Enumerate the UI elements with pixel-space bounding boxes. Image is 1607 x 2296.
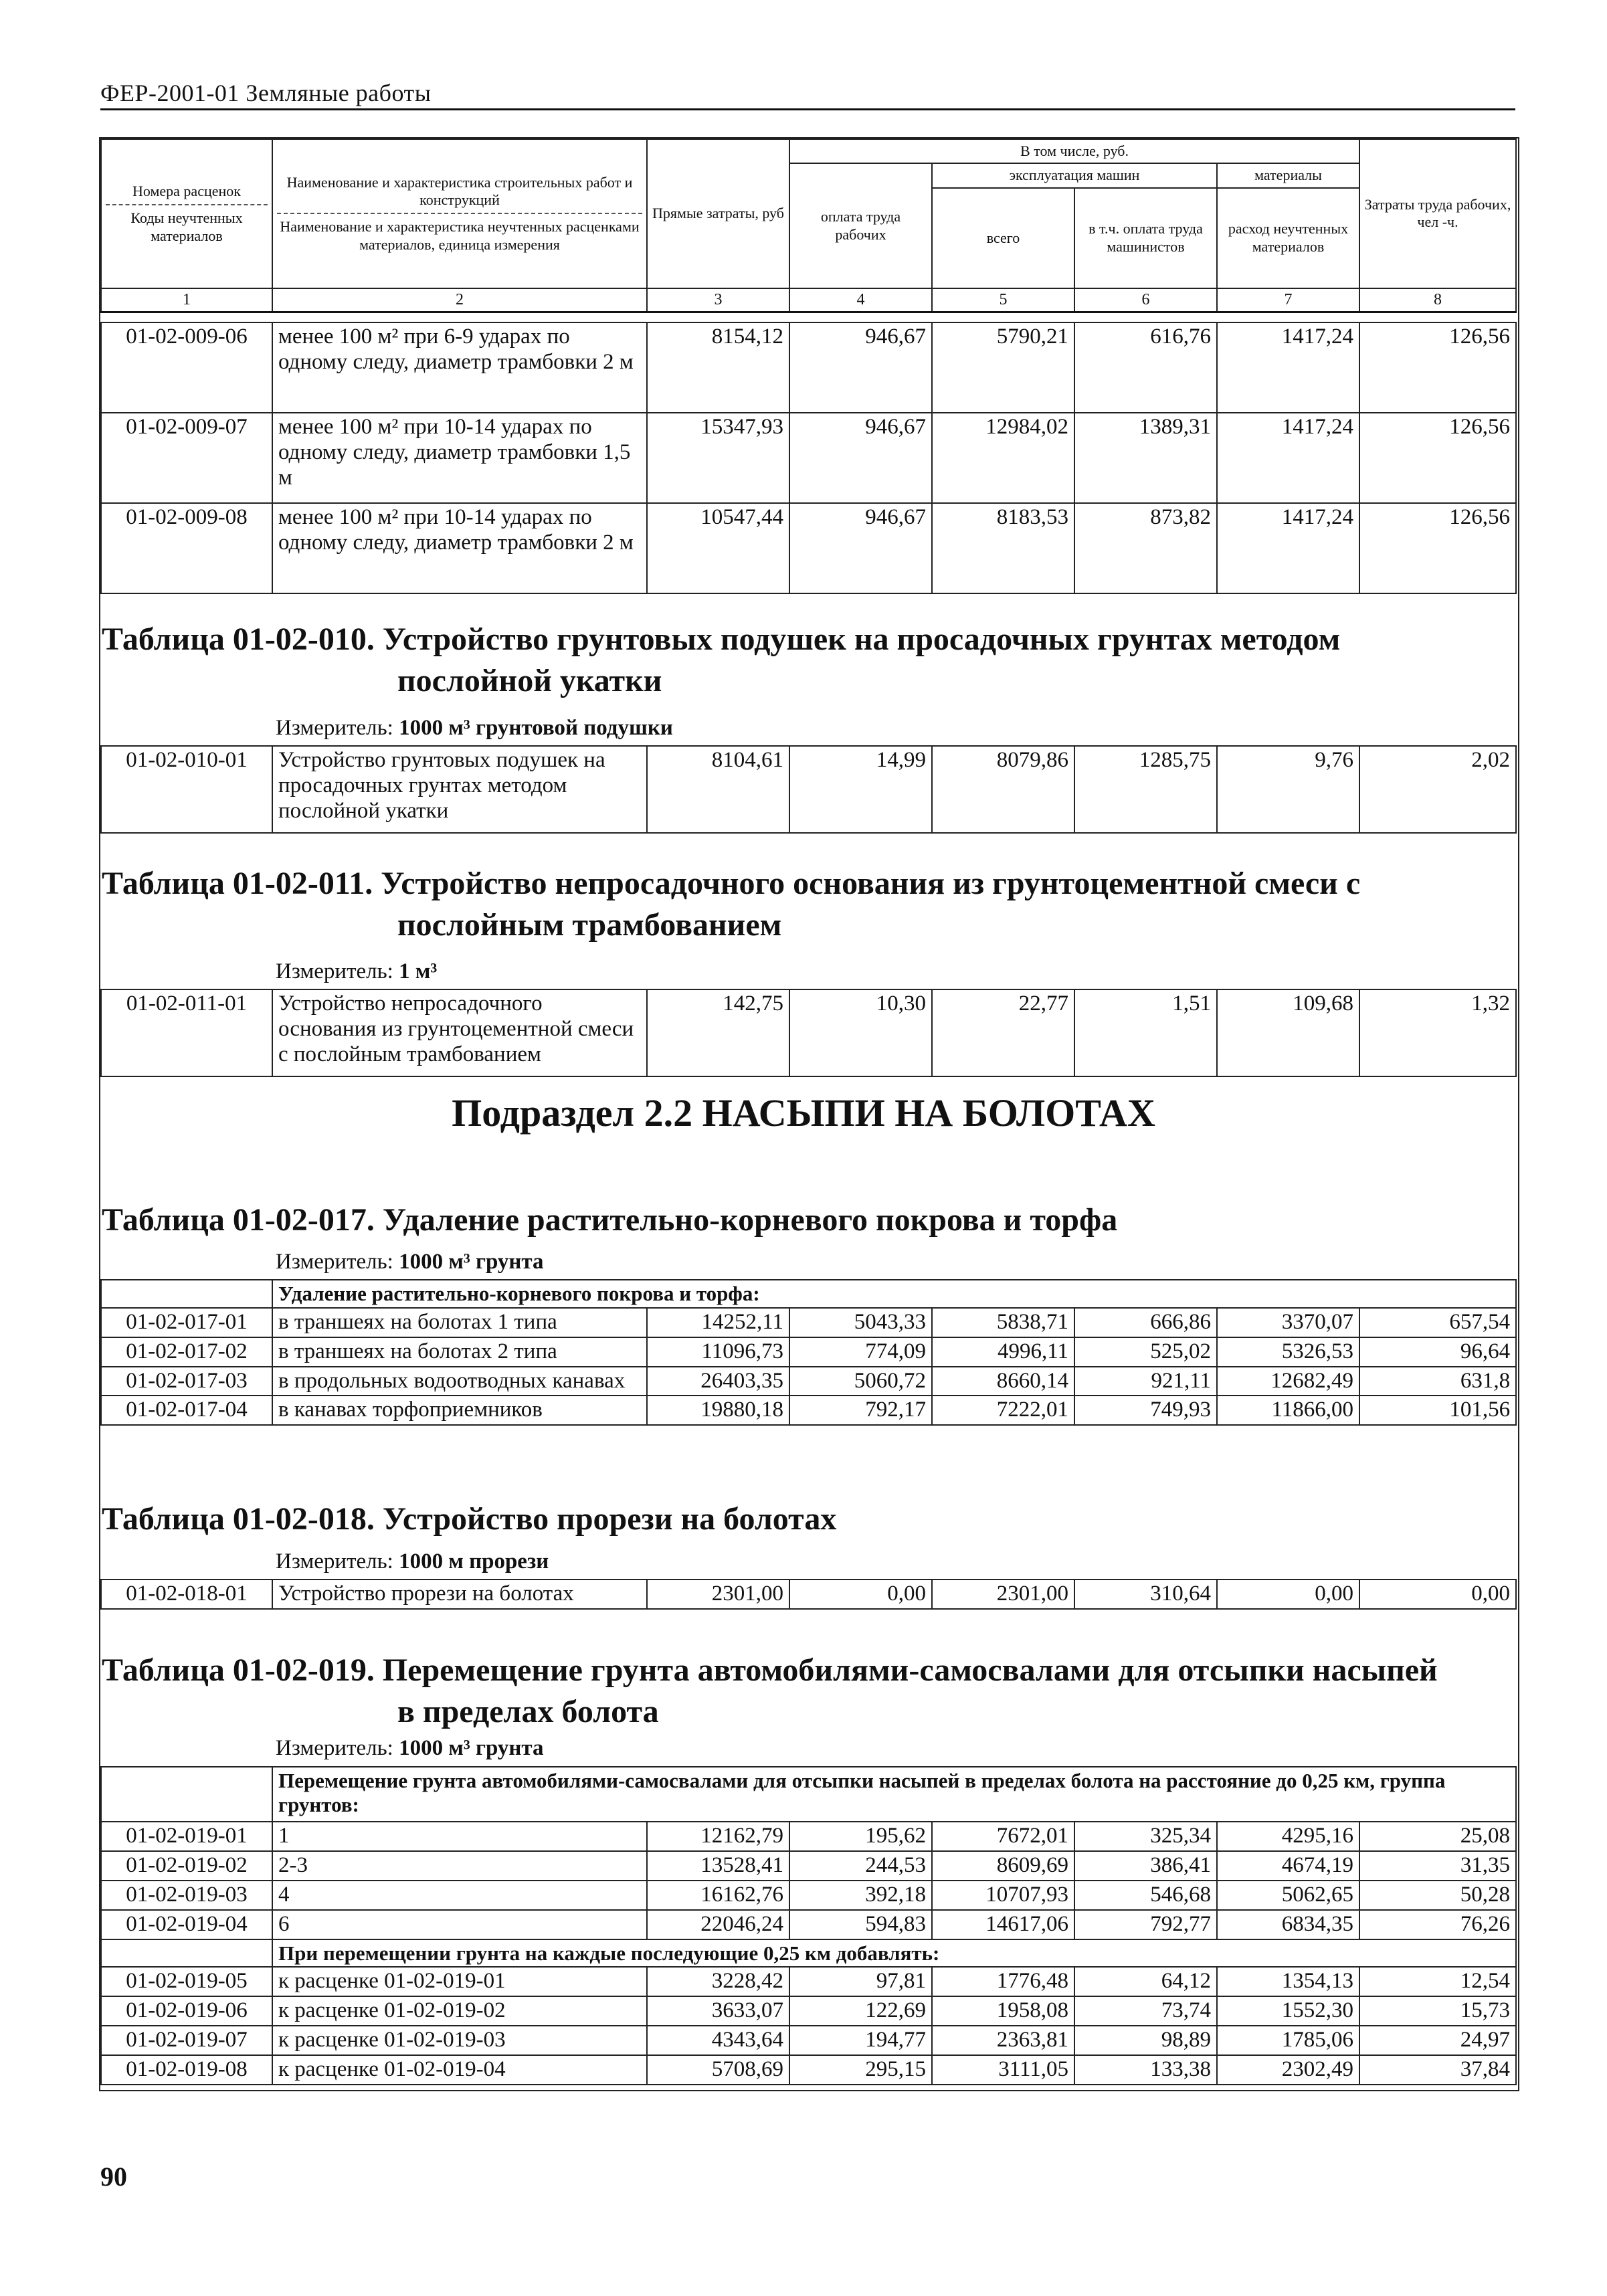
value-col-4: 946,67 — [789, 322, 932, 413]
subsection-title: Подраздел 2.2 НАСЫПИ НА БОЛОТАХ — [452, 1091, 1155, 1135]
rate-code: 01-02-019-05 — [101, 1967, 272, 1996]
value-col-5: 2363,81 — [932, 2026, 1074, 2055]
rate-code: 01-02-019-01 — [101, 1822, 272, 1851]
value-col-8: 101,56 — [1359, 1396, 1516, 1425]
value-col-4: 195,62 — [789, 1822, 932, 1851]
value-col-6: 616,76 — [1074, 322, 1217, 413]
table-row — [101, 1822, 1516, 1851]
header-group: В том числе, руб. — [789, 139, 1359, 163]
value-col-4: 244,53 — [789, 1851, 932, 1881]
value-col-3: 3633,07 — [647, 1996, 789, 2026]
rate-code: 01-02-009-06 — [101, 322, 272, 413]
measure-label: Измеритель: — [276, 1250, 393, 1274]
table-010 — [100, 745, 1517, 834]
value-col-6: 1,51 — [1074, 989, 1217, 1076]
value-col-4: 14,99 — [789, 746, 932, 833]
header-rule — [100, 108, 1515, 110]
table-017-title-line1: Таблица 01-02-017. Удаление растительно-корневого покрова и торфа — [102, 1202, 1118, 1238]
value-col-6: 73,74 — [1074, 1996, 1217, 2026]
value-col-3: 26403,35 — [647, 1367, 789, 1396]
value-col-6: 98,89 — [1074, 2026, 1217, 2055]
value-col-5: 22,77 — [932, 989, 1074, 1076]
value-col-3: 15347,93 — [647, 413, 789, 503]
value-col-7: 9,76 — [1217, 746, 1359, 833]
value-col-7: 1417,24 — [1217, 413, 1359, 503]
work-name: менее 100 м² при 6-9 ударах по одному следу, диаметр трамбовки 2 м — [272, 322, 647, 413]
value-col-4: 5043,33 — [789, 1308, 932, 1337]
value-col-3: 4343,64 — [647, 2026, 789, 2055]
value-col-3: 8154,12 — [647, 322, 789, 413]
rate-code: 01-02-019-03 — [101, 1881, 272, 1910]
running-header: ФЕР-2001-01 Земляные работы — [100, 80, 432, 106]
group-header: Перемещение грунта автомобилями-самосвалами для отсыпки насыпей в пределах болота на расстояние до 0,25 км, группа грунтов: — [272, 1767, 1516, 1822]
work-name: к расценке 01-02-019-03 — [272, 2026, 647, 2055]
header-num-8: 8 — [1359, 288, 1516, 312]
measure-label: Измеритель: — [276, 716, 393, 740]
table-019-measure — [276, 1736, 544, 1761]
value-col-7: 4295,16 — [1217, 1822, 1359, 1851]
group-header: При перемещении грунта на каждые последующие 0,25 км добавлять: — [272, 1939, 1516, 1968]
table-019-title — [102, 1650, 1507, 1733]
value-col-4: 5060,72 — [789, 1367, 932, 1396]
value-col-6: 546,68 — [1074, 1881, 1217, 1910]
value-col-7: 11866,00 — [1217, 1396, 1359, 1425]
value-col-3: 22046,24 — [647, 1910, 789, 1939]
value-col-8: 50,28 — [1359, 1881, 1516, 1910]
header-col2-top: Наименование и характеристика строительных работ и конструкций — [286, 173, 633, 208]
header-col1-bottom: Коды неучтенных материалов — [106, 204, 268, 245]
value-col-8: 31,35 — [1359, 1851, 1516, 1881]
value-col-6: 133,38 — [1074, 2055, 1217, 2085]
work-name: Устройство прорези на болотах — [272, 1580, 647, 1609]
value-col-3: 10547,44 — [647, 503, 789, 593]
value-col-4: 946,67 — [789, 413, 932, 503]
rate-code: 01-02-010-01 — [101, 746, 272, 833]
table-018-title-line1: Таблица 01-02-018. Устройство прорези на болотах — [102, 1501, 837, 1537]
value-col-8: 126,56 — [1359, 503, 1516, 593]
value-col-7: 4674,19 — [1217, 1851, 1359, 1881]
table-011-measure — [276, 959, 437, 984]
header-col1-top: Номера расценок — [132, 182, 241, 199]
rate-code: 01-02-019-02 — [101, 1851, 272, 1881]
table-row — [101, 1396, 1516, 1425]
value-col-8: 126,56 — [1359, 322, 1516, 413]
header-num-4: 4 — [789, 288, 932, 312]
value-col-5: 7672,01 — [932, 1822, 1074, 1851]
rate-code: 01-02-019-06 — [101, 1996, 272, 2026]
table-row — [101, 1881, 1516, 1910]
header-num-3: 3 — [647, 288, 789, 312]
value-col-4: 594,83 — [789, 1910, 932, 1939]
table-011-title — [102, 863, 1507, 947]
table-019-title-line2: в пределах болота — [397, 1694, 659, 1730]
value-col-7: 2302,49 — [1217, 2055, 1359, 2085]
work-name: в траншеях на болотах 1 типа — [272, 1308, 647, 1337]
value-col-3: 142,75 — [647, 989, 789, 1076]
value-col-4: 392,18 — [789, 1881, 932, 1910]
value-col-5: 7222,01 — [932, 1396, 1074, 1425]
value-col-8: 96,64 — [1359, 1337, 1516, 1367]
rate-code: 01-02-009-07 — [101, 413, 272, 503]
header-col4: оплата труда рабочих — [789, 163, 932, 288]
work-name: к расценке 01-02-019-01 — [272, 1967, 647, 1996]
header-col5: всего — [932, 188, 1074, 288]
value-col-7: 5062,65 — [1217, 1881, 1359, 1910]
value-col-6: 64,12 — [1074, 1967, 1217, 1996]
value-col-3: 5708,69 — [647, 2055, 789, 2085]
header-num-6: 6 — [1074, 288, 1217, 312]
rate-code: 01-02-019-08 — [101, 2055, 272, 2085]
group-header: Удаление растительно-корневого покрова и торфа: — [272, 1280, 1516, 1308]
value-col-7: 1417,24 — [1217, 322, 1359, 413]
table-row — [101, 2055, 1516, 2085]
value-col-8: 76,26 — [1359, 1910, 1516, 1939]
value-col-4: 122,69 — [789, 1996, 932, 2026]
value-col-3: 13528,41 — [647, 1851, 789, 1881]
value-col-7: 1785,06 — [1217, 2026, 1359, 2055]
table-019 — [100, 1766, 1517, 2085]
value-col-6: 921,11 — [1074, 1367, 1217, 1396]
value-col-7: 6834,35 — [1217, 1910, 1359, 1939]
header-col3: Прямые затраты, руб — [647, 139, 789, 288]
value-col-4: 194,77 — [789, 2026, 932, 2055]
value-col-8: 0,00 — [1359, 1580, 1516, 1609]
value-col-4: 946,67 — [789, 503, 932, 593]
work-name: менее 100 м² при 10-14 ударах по одному следу, диаметр трамбовки 1,5 м — [272, 413, 647, 503]
header-materials: материалы — [1217, 163, 1359, 187]
value-col-5: 8079,86 — [932, 746, 1074, 833]
value-col-5: 8183,53 — [932, 503, 1074, 593]
table-009 — [100, 322, 1517, 594]
value-col-8: 25,08 — [1359, 1822, 1516, 1851]
table-017-measure — [276, 1250, 544, 1274]
table-011 — [100, 989, 1517, 1077]
value-col-5: 5790,21 — [932, 322, 1074, 413]
value-col-7: 1552,30 — [1217, 1996, 1359, 2026]
value-col-6: 525,02 — [1074, 1337, 1217, 1367]
rate-code: 01-02-017-02 — [101, 1337, 272, 1367]
table-row — [101, 1996, 1516, 2026]
table-row — [101, 503, 1516, 593]
value-col-4: 10,30 — [789, 989, 932, 1076]
value-col-5: 8609,69 — [932, 1851, 1074, 1881]
value-col-5: 2301,00 — [932, 1580, 1074, 1609]
table-010-title — [102, 619, 1507, 702]
value-col-7: 12682,49 — [1217, 1367, 1359, 1396]
rate-code: 01-02-019-07 — [101, 2026, 272, 2055]
rate-code: 01-02-017-01 — [101, 1308, 272, 1337]
value-col-8: 126,56 — [1359, 413, 1516, 503]
value-col-6: 873,82 — [1074, 503, 1217, 593]
value-col-8: 2,02 — [1359, 746, 1516, 833]
header-col6: в т.ч. оплата труда машинистов — [1074, 188, 1217, 288]
rate-code: 01-02-018-01 — [101, 1580, 272, 1609]
page-number: 90 — [100, 2162, 127, 2192]
value-col-5: 12984,02 — [932, 413, 1074, 503]
table-row — [101, 413, 1516, 503]
value-col-7: 109,68 — [1217, 989, 1359, 1076]
header-num-2: 2 — [272, 288, 647, 312]
measure-value: 1000 м³ грунта — [399, 1250, 544, 1274]
value-col-7: 1417,24 — [1217, 503, 1359, 593]
work-name: к расценке 01-02-019-04 — [272, 2055, 647, 2085]
header-col-names — [272, 139, 647, 288]
value-col-7: 0,00 — [1217, 1580, 1359, 1609]
rate-code: 01-02-011-01 — [101, 989, 272, 1076]
measure-label: Измеритель: — [276, 959, 393, 983]
value-col-3: 19880,18 — [647, 1396, 789, 1425]
value-col-6: 310,64 — [1074, 1580, 1217, 1609]
value-col-6: 386,41 — [1074, 1851, 1217, 1881]
measure-label: Измеритель: — [276, 1549, 393, 1573]
value-col-5: 1958,08 — [932, 1996, 1074, 2026]
value-col-8: 12,54 — [1359, 1967, 1516, 1996]
value-col-4: 774,09 — [789, 1337, 932, 1367]
measure-value: 1000 м прорези — [399, 1549, 549, 1573]
value-col-3: 12162,79 — [647, 1822, 789, 1851]
measure-value: 1000 м³ грунтовой подушки — [399, 716, 673, 740]
value-col-3: 16162,76 — [647, 1881, 789, 1910]
value-col-3: 3228,42 — [647, 1967, 789, 1996]
table-row — [101, 1851, 1516, 1881]
header-col7: расход неучтенных материалов — [1217, 188, 1359, 288]
work-name: 6 — [272, 1910, 647, 1939]
table-header — [100, 138, 1517, 313]
header-machines: эксплуатация машин — [932, 163, 1217, 187]
value-col-5: 1776,48 — [932, 1967, 1074, 1996]
value-col-3: 2301,00 — [647, 1580, 789, 1609]
table-row — [101, 746, 1516, 833]
value-col-5: 4996,11 — [932, 1337, 1074, 1367]
value-col-6: 749,93 — [1074, 1396, 1217, 1425]
table-017 — [100, 1279, 1517, 1426]
table-011-title-line1: Таблица 01-02-011. Устройство непросадочного основания из грунтоцементной смеси с — [102, 866, 1361, 901]
value-col-5: 10707,93 — [932, 1881, 1074, 1910]
table-row — [101, 1580, 1516, 1609]
value-col-4: 0,00 — [789, 1580, 932, 1609]
work-name: в продольных водоотводных канавах — [272, 1367, 647, 1396]
table-row — [101, 1367, 1516, 1396]
table-019-title-line1: Таблица 01-02-019. Перемещение грунта автомобилями-самосвалами для отсыпки насыпей — [102, 1652, 1438, 1688]
value-col-6: 1285,75 — [1074, 746, 1217, 833]
value-col-6: 666,86 — [1074, 1308, 1217, 1337]
work-name: 1 — [272, 1822, 647, 1851]
value-col-7: 1354,13 — [1217, 1967, 1359, 1996]
header-col2-bottom: Наименование и характеристика неучтенных расценками материалов, единица измерения — [277, 213, 642, 254]
table-row — [101, 322, 1516, 413]
work-name: Устройство грунтовых подушек на просадочных грунтах методом послойной укатки — [272, 746, 647, 833]
table-010-title-line2: послойной укатки — [397, 663, 662, 699]
work-name: менее 100 м² при 10-14 ударах по одному следу, диаметр трамбовки 2 м — [272, 503, 647, 593]
header-num-5: 5 — [932, 288, 1074, 312]
work-name: к расценке 01-02-019-02 — [272, 1996, 647, 2026]
value-col-8: 15,73 — [1359, 1996, 1516, 2026]
value-col-8: 631,8 — [1359, 1367, 1516, 1396]
value-col-8: 37,84 — [1359, 2055, 1516, 2085]
table-row — [101, 2026, 1516, 2055]
work-name: в траншеях на болотах 2 типа — [272, 1337, 647, 1367]
value-col-4: 97,81 — [789, 1967, 932, 1996]
value-col-8: 1,32 — [1359, 989, 1516, 1076]
table-row — [101, 1337, 1516, 1367]
value-col-6: 1389,31 — [1074, 413, 1217, 503]
value-col-3: 8104,61 — [647, 746, 789, 833]
value-col-6: 325,34 — [1074, 1822, 1217, 1851]
measure-label: Измеритель: — [276, 1736, 393, 1760]
work-name: в канавах торфоприемников — [272, 1396, 647, 1425]
header-num-1: 1 — [101, 288, 272, 312]
table-011-title-line2: послойным трамбованием — [397, 907, 782, 943]
value-col-8: 657,54 — [1359, 1308, 1516, 1337]
table-row — [101, 1308, 1516, 1337]
value-col-5: 8660,14 — [932, 1367, 1074, 1396]
value-col-3: 14252,11 — [647, 1308, 789, 1337]
table-010-measure — [276, 716, 673, 741]
value-col-3: 11096,73 — [647, 1337, 789, 1367]
measure-value: 1 м³ — [399, 959, 438, 983]
value-col-4: 295,15 — [789, 2055, 932, 2085]
header-col-codes — [101, 139, 272, 288]
header-col8: Затраты труда рабочих, чел -ч. — [1359, 139, 1516, 288]
work-name: 2-3 — [272, 1851, 647, 1881]
work-name: Устройство непросадочного основания из грунтоцементной смеси с послойным трамбованием — [272, 989, 647, 1076]
table-018-measure — [276, 1549, 549, 1574]
table-018-title — [102, 1499, 1507, 1540]
rate-code: 01-02-019-04 — [101, 1910, 272, 1939]
rate-code: 01-02-017-04 — [101, 1396, 272, 1425]
rate-code: 01-02-009-08 — [101, 503, 272, 593]
header-num-7: 7 — [1217, 288, 1359, 312]
table-010-title-line1: Таблица 01-02-010. Устройство грунтовых подушек на просадочных грунтах методом — [102, 621, 1341, 657]
table-row — [101, 989, 1516, 1076]
value-col-7: 3370,07 — [1217, 1308, 1359, 1337]
measure-value: 1000 м³ грунта — [399, 1736, 544, 1760]
value-col-6: 792,77 — [1074, 1910, 1217, 1939]
value-col-5: 3111,05 — [932, 2055, 1074, 2085]
work-name: 4 — [272, 1881, 647, 1910]
table-row — [101, 1910, 1516, 1939]
table-017-title — [102, 1200, 1507, 1241]
table-018 — [100, 1579, 1517, 1610]
value-col-5: 5838,71 — [932, 1308, 1074, 1337]
value-col-7: 5326,53 — [1217, 1337, 1359, 1367]
value-col-4: 792,17 — [789, 1396, 932, 1425]
rate-code: 01-02-017-03 — [101, 1367, 272, 1396]
value-col-5: 14617,06 — [932, 1910, 1074, 1939]
table-row — [101, 1967, 1516, 1996]
value-col-8: 24,97 — [1359, 2026, 1516, 2055]
